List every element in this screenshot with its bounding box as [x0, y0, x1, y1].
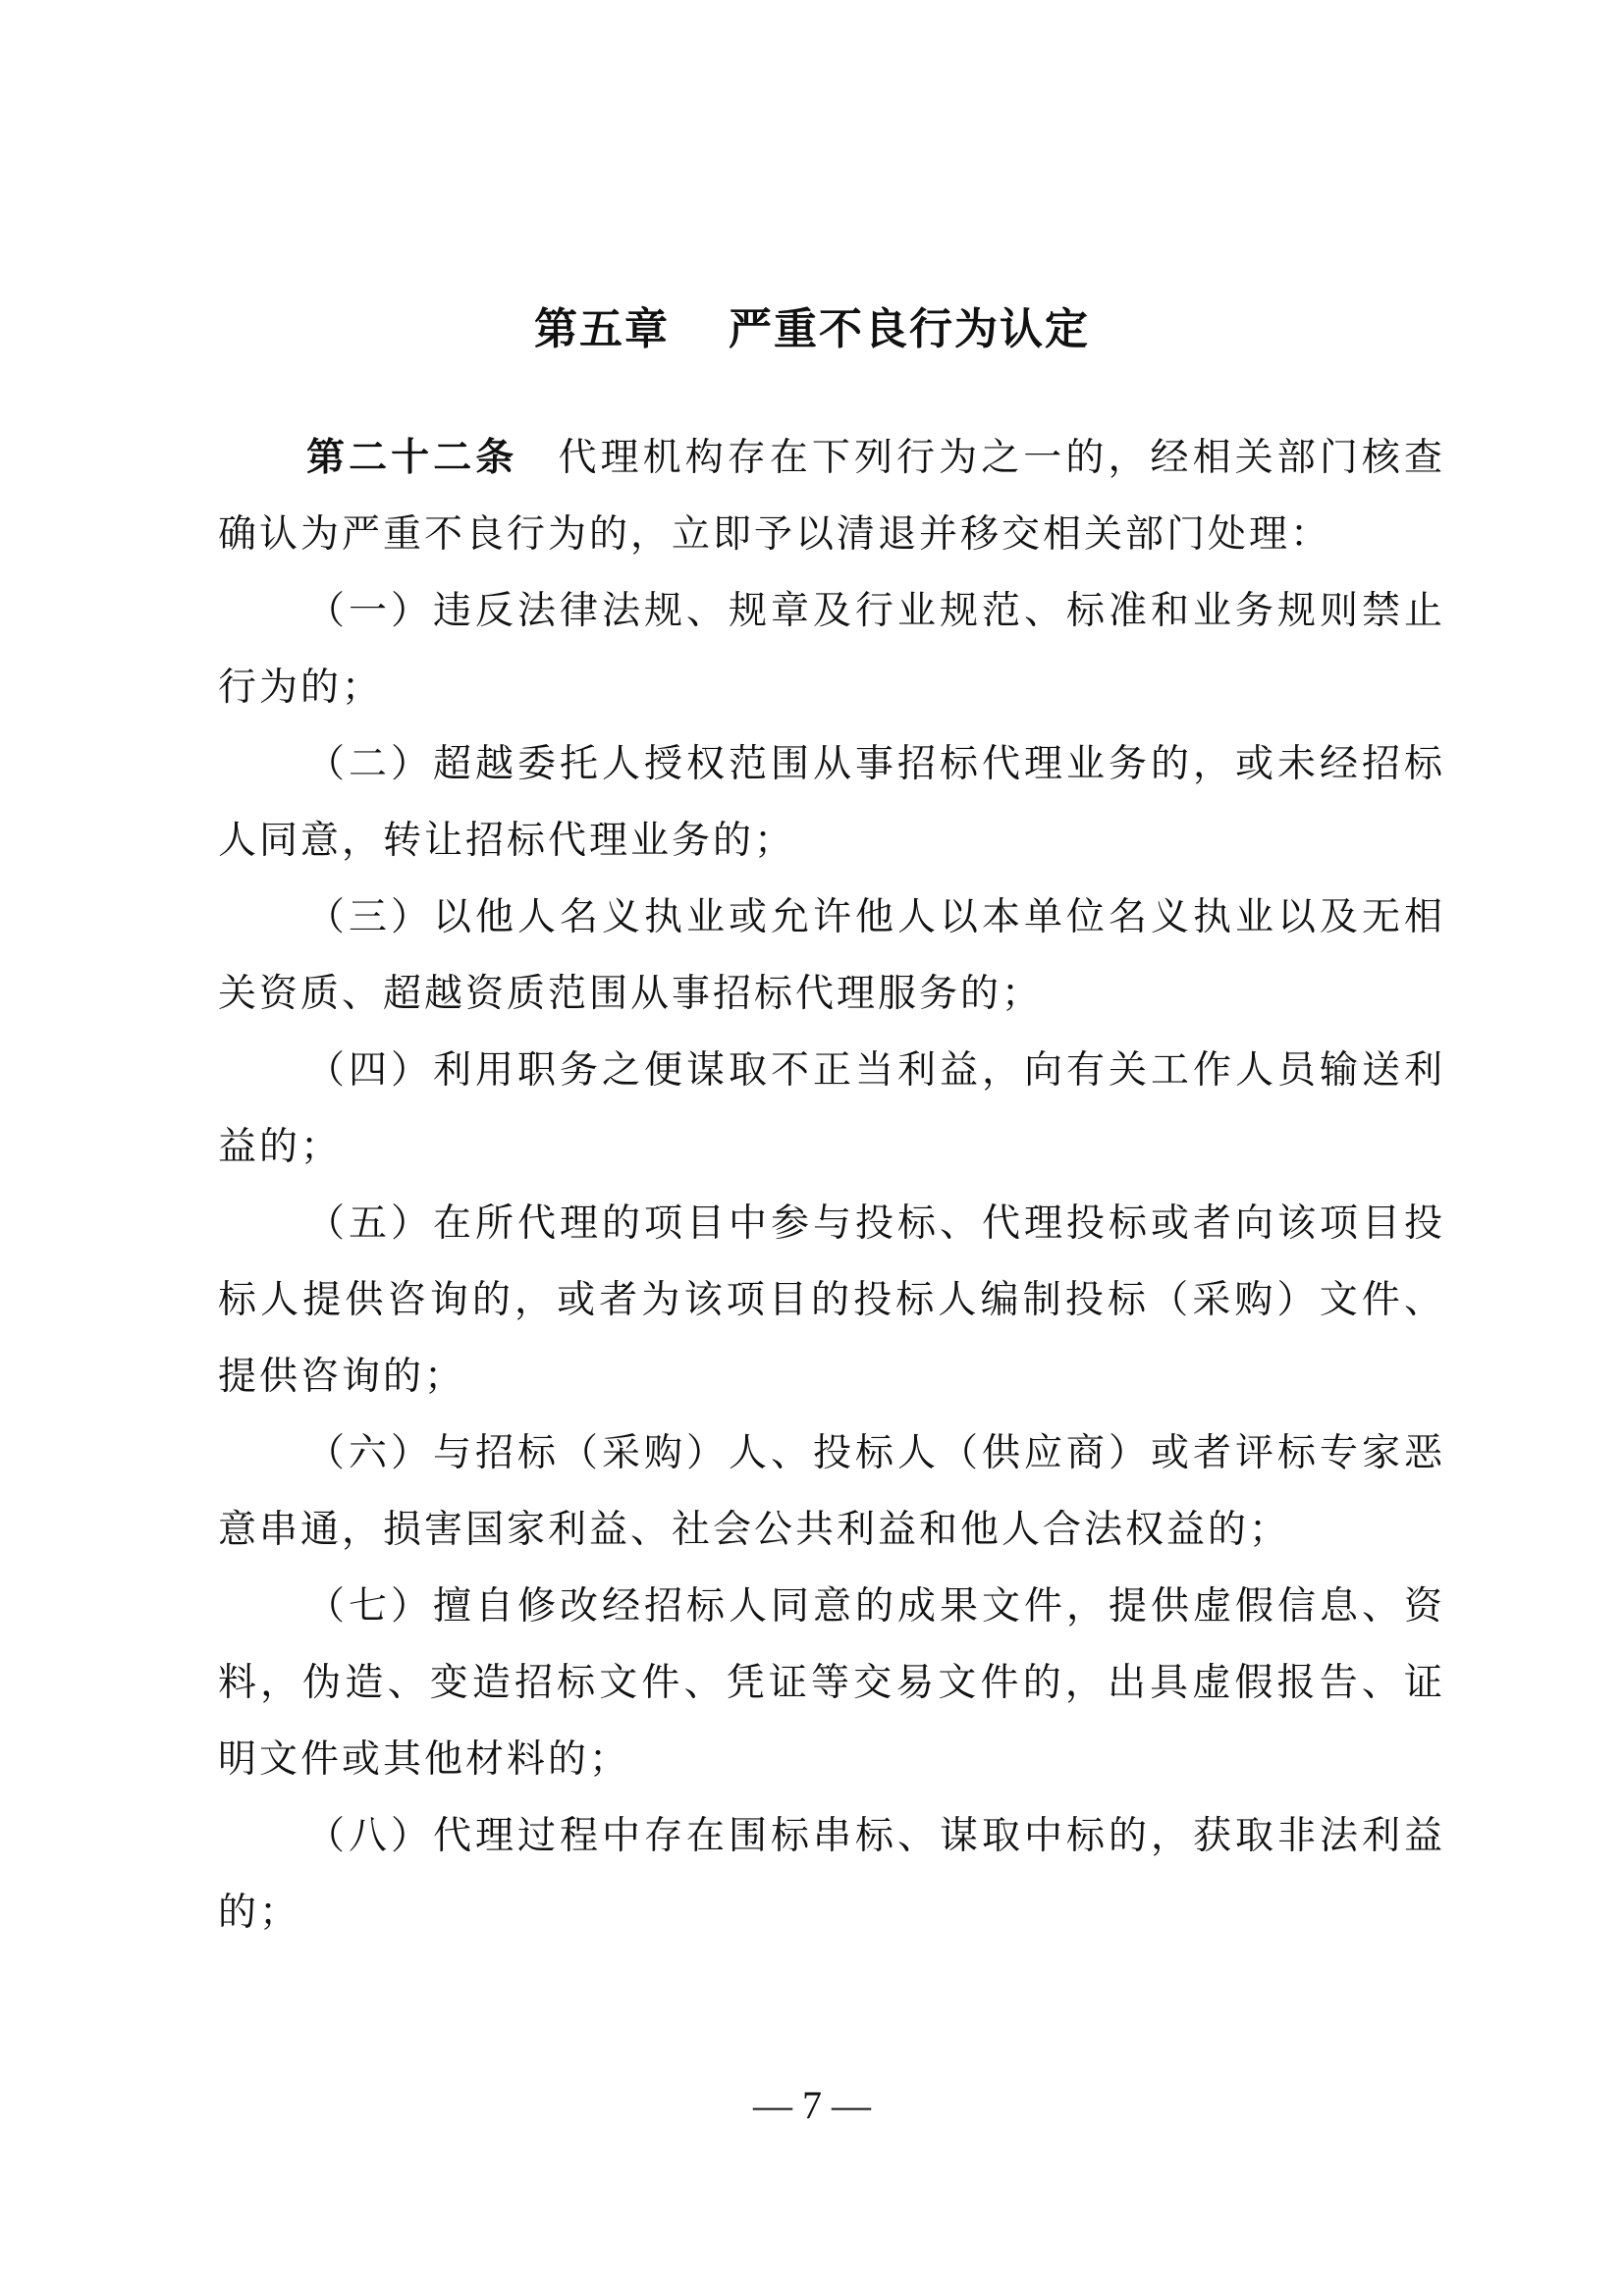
article-item-5: （五）在所代理的项目中参与投标、代理投标或者向该项目投标人提供咨询的，或者为该项目的投标人编制投标（采购）文件、提供咨询的； [218, 1201, 1445, 1399]
chapter-number: 第五章 [534, 304, 670, 354]
article-item-1: （一）违反法律法规、规章及行业规范、标准和业务规则禁止行为的； [218, 589, 1445, 710]
article-item-8: （八）代理过程中存在围标串标、谋取中标的，获取非法利益的； [218, 1814, 1445, 1935]
article-item-4: （四）利用职务之便谋取不正当利益，向有关工作人员输送利益的； [218, 1048, 1445, 1169]
article-item-2: （二）超越委托人授权范围从事招标代理业务的，或未经招标人同意，转让招标代理业务的； [218, 742, 1445, 863]
article-body [218, 420, 1445, 1951]
chapter-title: 严重不良行为认定 [729, 304, 1090, 354]
article-item-7: （七）擅自修改经招标人同意的成果文件，提供虚假信息、资料，伪造、变造招标文件、凭证等交易文件的，出具虚假报告、证明文件或其他材料的； [218, 1584, 1445, 1782]
chapter-heading [0, 300, 1624, 359]
article-item-6: （六）与招标（采购）人、投标人（供应商）或者评标专家恶意串通，损害国家利益、社会公共利益和他人合法权益的； [218, 1431, 1445, 1552]
article-item-3: （三）以他人名义执业或允许他人以本单位名义执业以及无相关资质、超越资质范围从事招标代理服务的； [218, 895, 1445, 1016]
article-label: 第二十二条 [306, 436, 518, 480]
article-intro-paragraph [218, 420, 1445, 573]
page-number: — 7 — [753, 2083, 871, 2127]
article-intro-text: 代理机构存在下列行为之一的，经相关部门核查确认为严重不良行为的，立即予以清退并移交相关部门处理： [218, 436, 1445, 557]
